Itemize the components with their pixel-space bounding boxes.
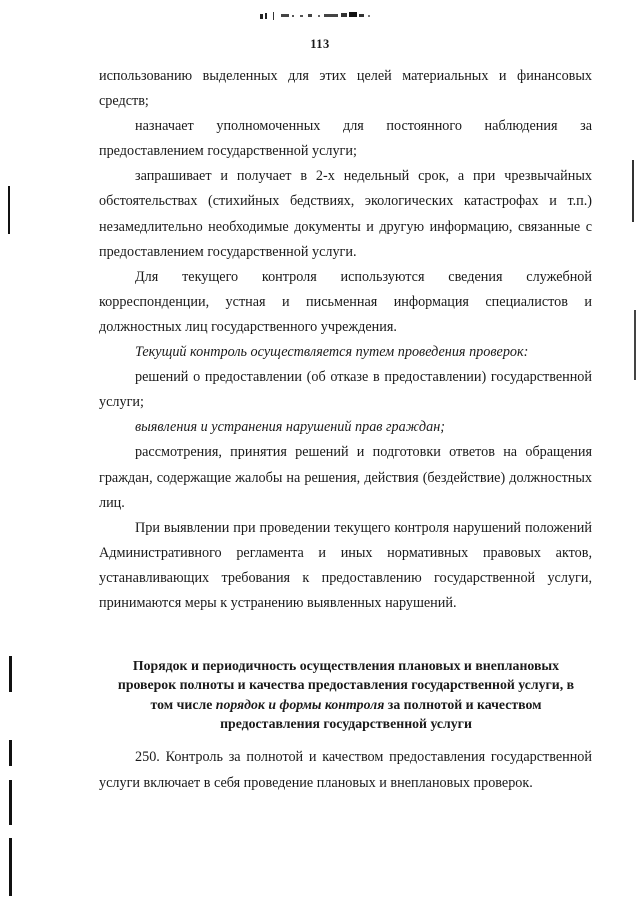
scan-mark [632, 160, 634, 222]
paragraph: 250. Контроль за полнотой и качеством предоставления государственной услуги включает в себя проведение плановых и внеплановых проверок. [99, 749, 592, 791]
scan-mark [634, 310, 636, 380]
paragraph-text: Для текущего контроля используются сведения служебной корреспонденции, устная и письменная информация специалистов и должностных лиц государственного учреждения. [99, 268, 592, 335]
paragraph: выявления и устранения нарушений прав граждан; [135, 419, 445, 436]
scan-mark [9, 656, 12, 692]
paragraph: Текущий контроль осуществляется путем проведения проверок: [135, 344, 529, 361]
paragraph [99, 265, 592, 340]
page-number: 113 [310, 37, 330, 51]
paragraph: назначает уполномоченных для постоянного наблюдения за предоставлением государственной услуги; [99, 118, 592, 160]
scan-mark [9, 838, 12, 896]
paragraph: использованию выделенных для этих целей материальных и финансовых средств; [99, 68, 592, 110]
scan-mark [9, 740, 12, 766]
scan-mark [9, 780, 12, 825]
paragraph: рассмотрения, принятия решений и подготовки ответов на обращения граждан, содержащие жалобы на решения, действия (бездействие) должностных лиц. [99, 444, 592, 511]
body-text [99, 64, 592, 616]
section-250 [99, 745, 592, 797]
scan-mark [8, 186, 10, 234]
heading-text: за полнотой и качеством предоставления государственной услуги [220, 696, 542, 732]
paragraph: запрашивает и получает в 2-х недельный срок, а при чрезвычайных обстоятельствах (стихийных бедствиях, экологических катастрофах и т.п.) незамедлительно необходимые документы и другую информацию, связанные с предоставлением государственной услуги. [99, 168, 592, 260]
paragraph: При выявлении при проведении текущего контроля нарушений положений Административного регламента и иных нормативных правовых актов, устанавливающих требования к предоставлению государственной услуги, принимаются меры к устранению выявленных нарушений. [99, 519, 592, 611]
heading-text: Порядок и периодичность осуществления плановых и внеплановых проверок полноты и качества предоставления государственной услуги, в том числе [117, 658, 575, 712]
section-heading [108, 656, 584, 734]
scan-header-artifact [248, 9, 408, 23]
paragraph: решений о предоставлении (об отказе в предоставлении) государственной услуги; [99, 369, 592, 411]
heading-text-italic: порядок и формы контроля [215, 696, 385, 712]
